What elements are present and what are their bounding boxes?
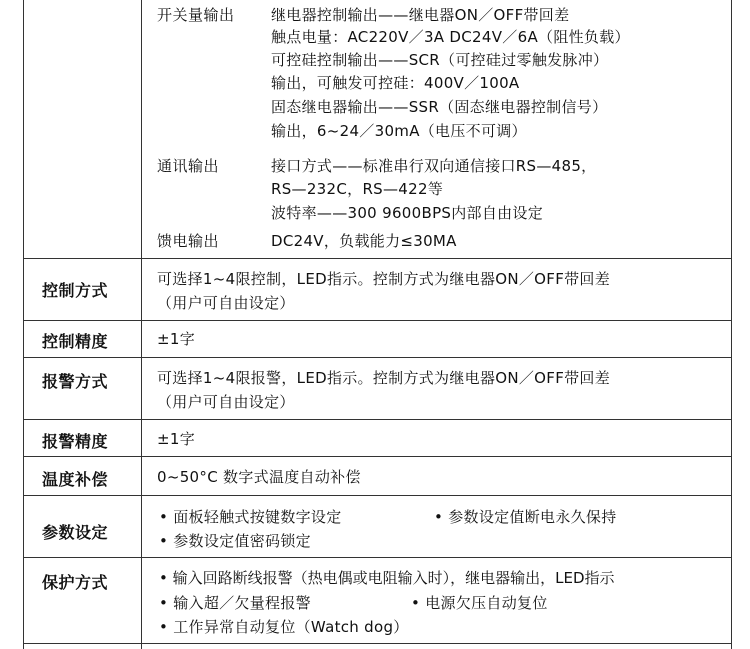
feed-output-line: DC24V，负载能力≤30MA (271, 232, 457, 250)
row-value-line: 可选择1~4限控制，LED指示。控制方式为继电器ON／OFF带回差 (157, 270, 611, 288)
row-label: 温度补偿 (42, 470, 109, 489)
comm-output-line: 接口方式——标准串行双向通信接口RS—485， (271, 157, 597, 175)
row-divider (23, 419, 732, 420)
switch-output-line: 可控硅控制输出——SCR（可控硅过零触发脉冲） (271, 51, 609, 69)
row-value-line: 可选择1~4限报警，LED指示。控制方式为继电器ON／OFF带回差 (157, 369, 611, 387)
comm-output-label: 通讯输出 (157, 157, 220, 175)
table-right-border (731, 0, 732, 649)
comm-output-line: 波特率——300 9600BPS内部自由设定 (271, 204, 544, 222)
row-label: 参数设定 (42, 523, 109, 542)
row-value-line: ±1字 (157, 430, 196, 448)
row-divider (23, 320, 732, 321)
row-label: 控制方式 (42, 281, 109, 300)
row-label: 报警精度 (42, 432, 109, 451)
row-value-line: • 参数设定值密码锁定 (159, 532, 311, 550)
switch-output-label: 开关量输出 (157, 6, 235, 24)
row-value-line: （用户可自由设定） (157, 393, 295, 411)
row-divider (23, 643, 732, 644)
row-divider (23, 357, 732, 358)
switch-output-line: 触点电量：AC220V／3A DC24V／6A（阻性负载） (271, 28, 630, 46)
row-value-line: 0~50°C 数字式温度自动补偿 (157, 468, 361, 486)
table-left-border (23, 0, 24, 649)
row-divider (23, 456, 732, 457)
comm-output-line: RS—232C，RS—422等 (271, 180, 444, 198)
row-value-line: （用户可自由设定） (157, 294, 295, 312)
row-value-line: ±1字 (157, 330, 196, 348)
row-label: 报警方式 (42, 372, 109, 391)
table-column-divider (141, 0, 142, 649)
row-divider (23, 557, 732, 558)
switch-output-line: 固态继电器输出——SSR（固态继电器控制信号） (271, 98, 608, 116)
switch-output-line: 继电器控制输出——继电器ON／OFF带回差 (271, 6, 570, 24)
row-label: 控制精度 (42, 332, 109, 351)
row-value-line: • 参数设定值断电永久保持 (434, 508, 617, 526)
row-divider (23, 258, 732, 259)
row-value-line: • 输入超／欠量程报警 (159, 594, 311, 612)
row-value-line: • 工作异常自动复位（Watch dog） (159, 618, 409, 636)
switch-output-line: 输出，可触发可控硅：400V／100A (271, 74, 520, 92)
row-label: 保护方式 (42, 573, 109, 592)
switch-output-line: 输出，6~24／30mA（电压不可调） (271, 122, 527, 140)
feed-output-label: 馈电输出 (157, 232, 220, 250)
row-divider (23, 495, 732, 496)
row-value-line: • 面板轻触式按键数字设定 (159, 508, 342, 526)
row-value-line: • 输入回路断线报警（热电偶或电阻输入时），继电器输出，LED指示 (159, 569, 615, 587)
row-value-line: • 电源欠压自动复位 (411, 594, 548, 612)
